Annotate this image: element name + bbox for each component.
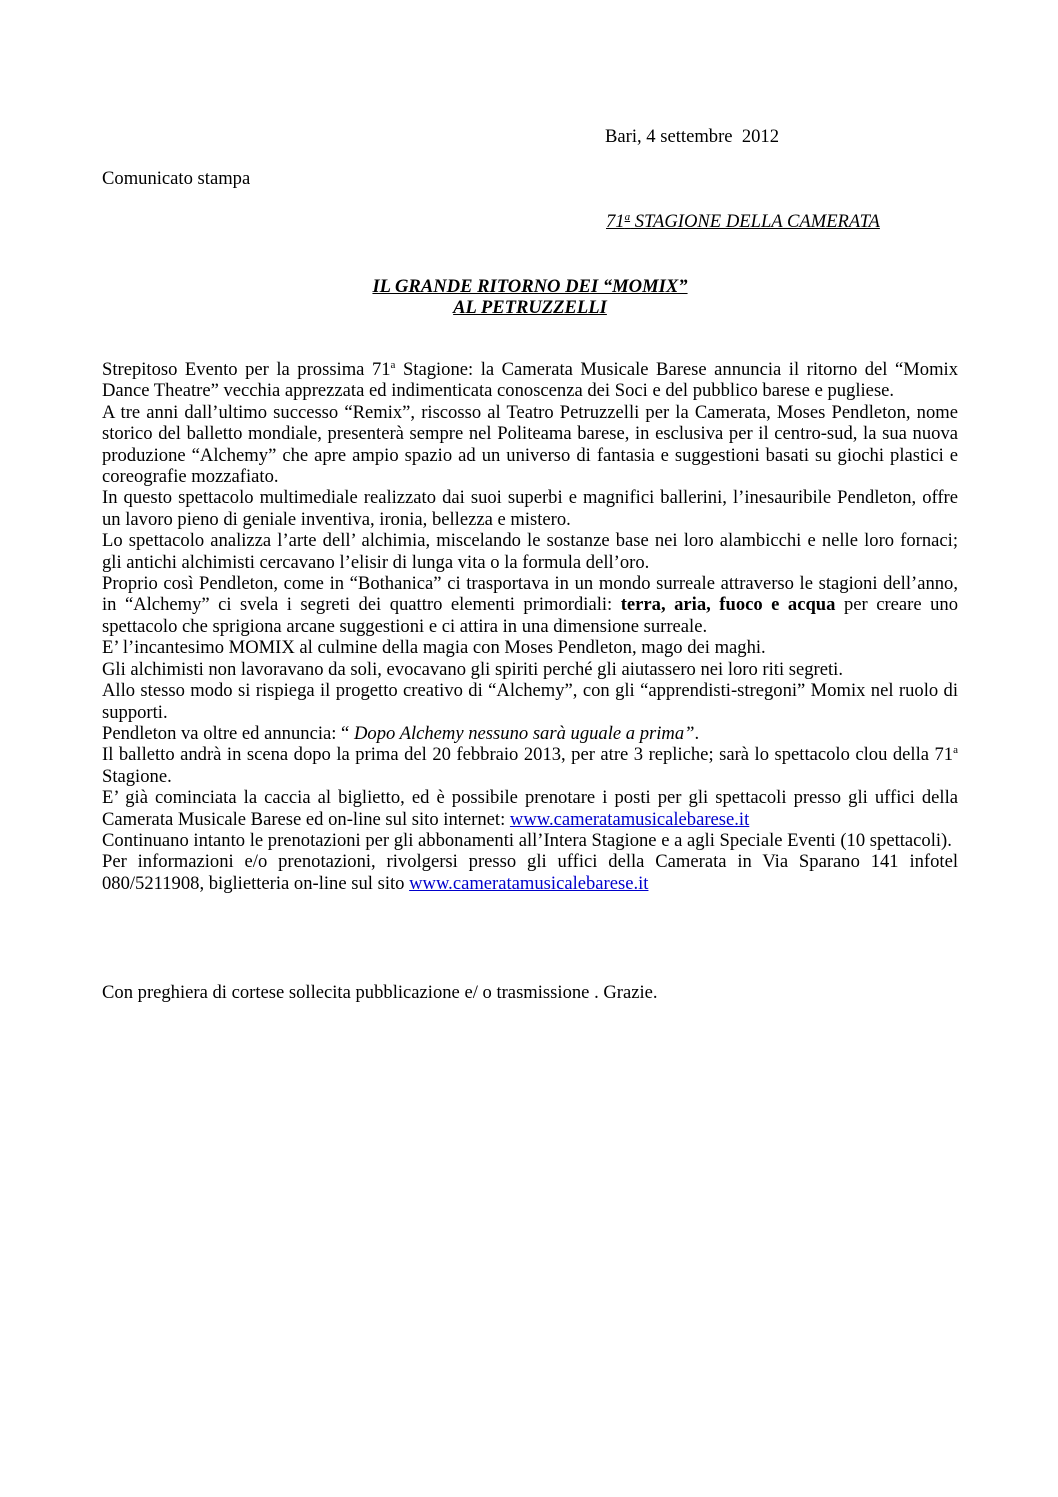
quote-italic: Dopo Alchemy nessuno sarà uguale a prima” [353, 722, 695, 744]
paragraph-text: E’ già cominciata la caccia al biglietto, ed è possibile prenotare i posti per gli spettacoli presso gli uffici della Camerata Musicale Barese ed on-line sul sito internet: [102, 787, 958, 830]
paragraph-text: per creare uno spettacolo che sprigiona arcane suggestioni e ci attira in una dimensione surreale. [102, 594, 958, 637]
paragraph-quote [102, 723, 958, 744]
paragraph-alchemists: Gli alchimisti non lavoravano da soli, evocavano gli spiriti perché gli aiutassero nei loro riti segreti. [102, 658, 843, 680]
ordinal-superscript: a [390, 359, 396, 371]
closing-line: Con preghiera di cortese sollecita pubblicazione e/ o trasmissione . Grazie. [102, 982, 658, 1003]
paragraph-text: Pendleton va oltre ed annuncia: “ [102, 722, 354, 744]
headline-line-2: AL PETRUZZELLI [453, 297, 607, 318]
paragraph-text: Stagione. [102, 765, 172, 787]
elements-bold: terra, aria, fuoco e acqua [620, 594, 836, 616]
paragraph-info [102, 851, 958, 894]
season-ordinal: a [624, 211, 631, 223]
paragraph-elements [102, 573, 958, 637]
paragraph-text: Per informazioni e/o prenotazioni, rivolgersi presso gli uffici della Camerata in Via Sparano 141 infotel 080/5211908, biglietteria on-line sul sito [102, 851, 958, 894]
paragraph-dates [102, 744, 958, 787]
paragraph-alchemy-art: Lo spettacolo analizza l’arte dell’ alchimia, miscelando le sostanze base nei loro alambicchi e nelle loro fornaci; gli antichi alchimisti cercavano l’elisir di lunga vita o la formula dell’oro. [102, 530, 958, 573]
season-title [606, 211, 880, 232]
paragraph-text: Proprio così Pendleton, come in “Bothanica” ci trasportava in un mondo surreale attraverso le stagioni dell’anno, in “Alchemy” ci svela i segreti dei quattro elementi primordiali: [102, 573, 958, 616]
paragraph-momix-magic: E’ l’incantesimo MOMIX al culmine della magia con Moses Pendleton, mago dei maghi. [102, 637, 766, 659]
ordinal-superscript: a [953, 744, 958, 757]
paragraph-text: Stagione: la Camerata Musicale Barese annuncia il ritorno del “Momix Dance Theatre” vecchia apprezzata ed indimenticata conoscenza dei Soci e del pubblico barese e pugliese. [102, 359, 958, 402]
paragraph-multimedia: In questo spettacolo multimediale realizzato dai suoi superbi e magnifici ballerini, l’inesauribile Pendleton, offre un lavoro pieno di geniale inventiva, ironia, bellezza e mistero. [102, 487, 958, 530]
paragraph-text: Il balletto andrà in scena dopo la prima del 20 febbraio 2013, per atre 3 repliche; sarà lo spettacolo clou della 71 [102, 744, 954, 766]
website-link[interactable]: www.cameratamusicalebarese.it [409, 872, 649, 894]
headline-line-1: IL GRANDE RITORNO DEI “MOMIX” [372, 276, 688, 297]
website-link[interactable]: www.cameratamusicalebarese.it [509, 808, 750, 830]
paragraph-remix: A tre anni dall’ultimo successo “Remix”, riscosso al Teatro Petruzzelli per la Camerata, Moses Pendleton, nome storico del balletto mondiale, presenterà sempre nel Politeama barese, in esclusiva per il centro-sud, la sua nuova produzione “Alchemy” che apre ampio spazio ad un universo di fantasia e suggestioni basati su giochi plastici e coreografie mozzafiato. [102, 401, 958, 488]
paragraph-creative-project: Allo stesso modo si rispiega il progetto creativo di “Alchemy”, con gli “apprendisti-stregoni” Momix nel ruolo di supporti. [102, 680, 958, 723]
paragraph-text: . [694, 722, 700, 744]
paragraph-tickets [102, 787, 958, 830]
paragraph-text: Strepitoso Evento per la prossima 71 [102, 359, 391, 380]
press-release-body [102, 359, 958, 894]
document-type-label: Comunicato stampa [102, 168, 251, 189]
paragraph-intro [102, 359, 958, 402]
paragraph-subscriptions: Continuano intanto le prenotazioni per gli abbonamenti all’Intera Stagione e a agli Speciale Eventi (10 spettacoli). [102, 829, 952, 851]
season-number: 71 [606, 211, 625, 232]
season-title-text: STAGIONE DELLA CAMERATA [630, 211, 880, 232]
document-date: Bari, 4 settembre 2012 [605, 126, 780, 147]
